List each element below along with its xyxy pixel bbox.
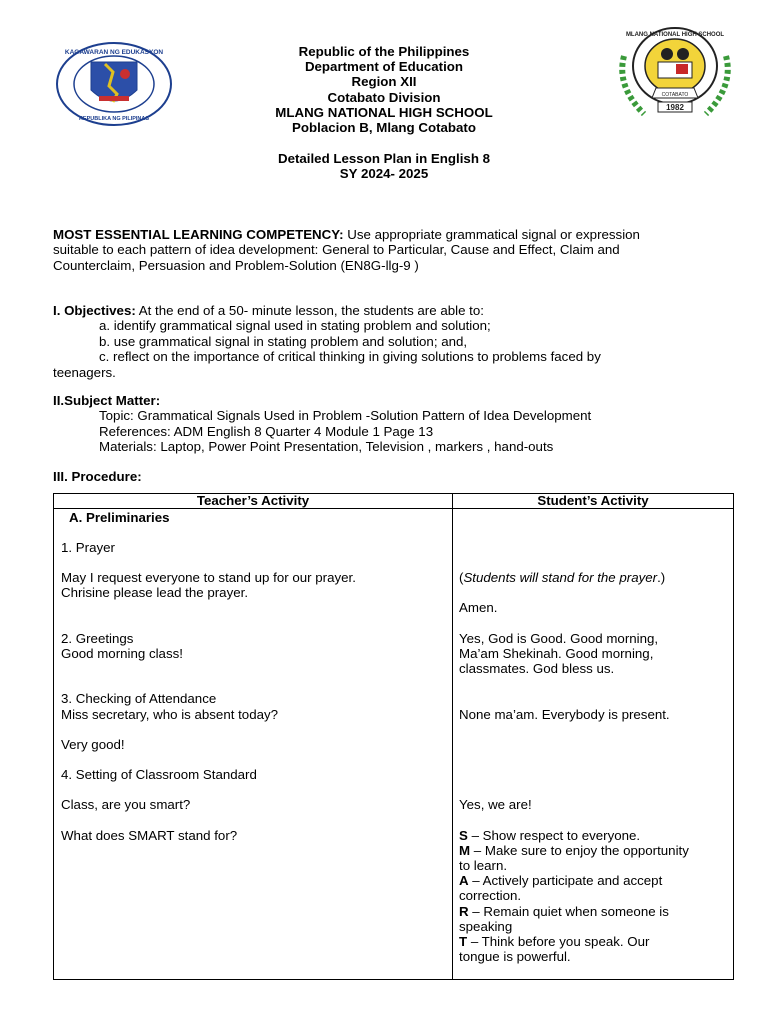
svg-text:COTABATO: COTABATO — [661, 92, 689, 98]
subject-references: References: ADM English 8 Quarter 4 Module 1 Page 13 — [99, 423, 434, 439]
header-line-department: Department of Education — [304, 59, 464, 75]
competency-text-2: suitable to each pattern of idea development: General to Particular, Cause and Effect, Claim and — [53, 242, 620, 258]
header-line-address: Poblacion B, Mlang Cotabato — [292, 120, 476, 136]
subject-matter-label: II.Subject Matter: — [53, 393, 161, 408]
objective-c-continued: teenagers. — [53, 364, 116, 380]
lesson-plan-title — [0, 151, 768, 181]
title-line-1: Detailed Lesson Plan in English 8 — [277, 151, 491, 166]
student-activity-header: Student’s Activity — [453, 494, 734, 509]
procedure-table-header — [54, 494, 734, 509]
svg-text:1982: 1982 — [666, 103, 684, 112]
student-activity-cell — [453, 509, 734, 980]
competency-section — [53, 227, 733, 273]
smart-meaning-question: What does SMART stand for? — [61, 828, 238, 843]
procedure-label: III. Procedure: — [53, 469, 142, 484]
student-stand-response: (Students will stand for the prayer.) — [459, 570, 666, 585]
teacher-activity-header: Teacher’s Activity — [54, 494, 453, 509]
competency-text-3: Counterclaim, Persuasion and Problem-Solution (EN8G-llg-9 ) — [53, 257, 419, 273]
smart-a-item-continued: correction. — [459, 888, 522, 903]
prayer-request-1: May I request everyone to stand up for our prayer. — [61, 570, 356, 585]
header-line-school: MLANG NATIONAL HIGH SCHOOL — [275, 104, 493, 120]
header-line-region: Region XII — [351, 74, 417, 90]
smart-m-item: M – Make sure to enjoy the opportunity — [459, 843, 689, 858]
greetings-text: Good morning class! — [61, 646, 183, 661]
competency-label: MOST ESSENTIAL LEARNING COMPETENCY: — [53, 227, 344, 242]
header-line-division: Cotabato Division — [327, 89, 441, 105]
smart-t-item: T – Think before you speak. Our — [459, 934, 650, 949]
objective-b: b. use grammatical signal in stating problem and solution; and, — [99, 333, 468, 349]
subject-matter-section — [53, 393, 733, 455]
svg-text:MLANG NATIONAL HIGH SCHOOL: MLANG NATIONAL HIGH SCHOOL — [625, 32, 725, 38]
teacher-activity-cell — [54, 509, 453, 980]
objectives-section — [53, 303, 733, 380]
student-greeting-1: Yes, God is Good. Good morning, — [459, 631, 659, 646]
smart-t-item-continued: tongue is powerful. — [459, 949, 571, 964]
student-greeting-3: classmates. God bless us. — [459, 661, 615, 676]
svg-text:KAGAWARAN NG EDUKASYON: KAGAWARAN NG EDUKASYON — [64, 49, 164, 56]
smart-r-item-continued: speaking — [459, 919, 513, 934]
objective-c: c. reflect on the importance of critical thinking in giving solutions to problems faced by — [99, 349, 601, 365]
student-amen-response: Amen. — [459, 600, 498, 615]
objectives-label: I. Objectives: — [53, 303, 136, 318]
attendance-heading: 3. Checking of Attendance — [61, 691, 217, 706]
student-smart-response: Yes, we are! — [459, 797, 532, 812]
subject-topic: Topic: Grammatical Signals Used in Problem -Solution Pattern of Idea Development — [99, 408, 592, 424]
smart-s-item: S – Show respect to everyone. — [459, 828, 641, 843]
objective-a: a. identify grammatical signal used in stating problem and solution; — [99, 318, 491, 334]
procedure-table-row — [54, 509, 734, 980]
attendance-question: Miss secretary, who is absent today? — [61, 707, 279, 722]
greetings-heading: 2. Greetings — [61, 631, 134, 646]
classroom-standard-heading: 4. Setting of Classroom Standard — [61, 767, 257, 782]
preliminaries-heading: A. Preliminaries — [69, 510, 170, 525]
smart-r-item: R – Remain quiet when someone is — [459, 904, 669, 919]
svg-text:REPUBLIKA NG PILIPINAS: REPUBLIKA NG PILIPINAS — [78, 116, 150, 122]
objectives-intro: At the end of a 50- minute lesson, the students are able to: — [135, 303, 484, 318]
student-greeting-2: Ma’am Shekinah. Good morning, — [459, 646, 654, 661]
very-good-text: Very good! — [61, 737, 125, 752]
header-line-republic: Republic of the Philippines — [298, 44, 470, 59]
prayer-request-2: Chrisine please lead the prayer. — [61, 585, 249, 600]
procedure-table — [53, 493, 734, 980]
document-header — [0, 44, 768, 135]
prayer-heading: 1. Prayer — [61, 540, 115, 555]
student-attendance-response: None ma’am. Everybody is present. — [459, 707, 670, 722]
smart-question: Class, are you smart? — [61, 797, 191, 812]
smart-a-item: A – Actively participate and accept — [459, 873, 663, 888]
title-line-2: SY 2024- 2025 — [339, 166, 429, 182]
smart-m-item-continued: to learn. — [459, 858, 508, 873]
competency-text-1: Use appropriate grammatical signal or expression — [343, 227, 640, 242]
subject-materials: Materials: Laptop, Power Point Presentation, Television , markers , hand-outs — [99, 439, 554, 455]
